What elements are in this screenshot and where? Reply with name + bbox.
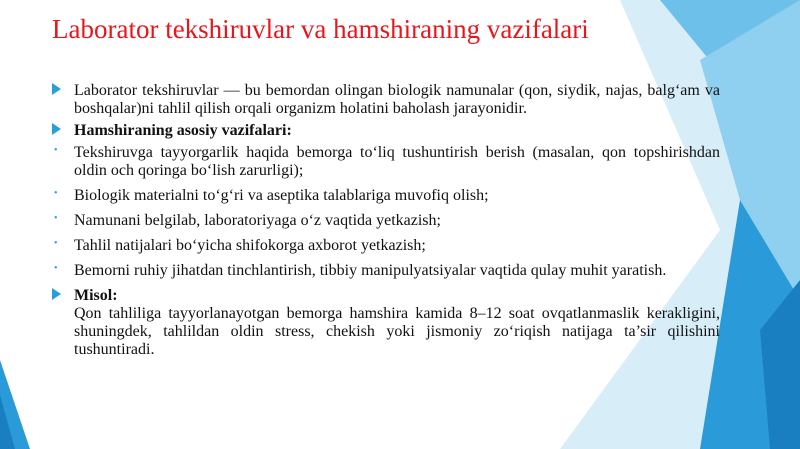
arrow-bullet-icon bbox=[52, 288, 61, 300]
intro-item bbox=[52, 82, 720, 118]
duty-text: Tahlil natijalari bo‘yicha shifokorga axborot yetkazish; bbox=[74, 237, 426, 254]
example-heading: Misol: bbox=[74, 287, 118, 304]
duty-item bbox=[52, 144, 720, 180]
duty-text: Tekshiruvga tayyorgarlik haqida bemorga to‘liq tushuntirish berish (masalan, qon topshirishdan oldin och qoringa bo‘lish zarurligi); bbox=[74, 144, 720, 179]
example-item bbox=[52, 287, 720, 359]
intro-text: Laborator tekshiruvlar — bu bemordan olingan biologik namunalar (qon, siydik, najas, balg‘am va boshqalar)ni tahlil qilish orqali organizm holatini baholash jarayonidir. bbox=[74, 82, 720, 117]
duty-text: Biologik materialni to‘g‘ri va aseptika talablariga muvofiq olish; bbox=[74, 187, 489, 204]
arrow-bullet-icon bbox=[52, 83, 61, 95]
slide-title: Laborator tekshiruvlar va hamshiraning vazifalari bbox=[52, 14, 589, 44]
duty-item bbox=[52, 262, 720, 280]
duty-item bbox=[52, 237, 720, 255]
duty-text: Namunani belgilab, laboratoriyaga o‘z vaqtida yetkazish; bbox=[74, 212, 441, 229]
dot-bullet-icon: • bbox=[54, 213, 58, 224]
duties-heading-item bbox=[52, 122, 720, 140]
dot-bullet-icon: • bbox=[54, 238, 58, 249]
duty-item bbox=[52, 187, 720, 205]
dot-bullet-icon: • bbox=[54, 263, 58, 274]
example-text: Qon tahliliga tayyorlanayotgan bemorga hamshira kamida 8–12 soat ovqatlanmaslik kerakligini, shuningdek, tahlildan oldin stress, chekish yoki jismoniy zo‘riqish natijaga ta’sir qilishini tushuntiradi. bbox=[74, 305, 720, 358]
dot-bullet-icon: • bbox=[54, 145, 58, 156]
arrow-bullet-icon bbox=[52, 123, 61, 135]
duties-heading: Hamshiraning asosiy vazifalari: bbox=[74, 122, 292, 139]
duty-text: Bemorni ruhiy jihatdan tinchlantirish, tibbiy manipulyatsiyalar vaqtida qulay muhit yaratish. bbox=[74, 262, 667, 279]
duty-item bbox=[52, 212, 720, 230]
slide-body bbox=[52, 82, 720, 363]
dot-bullet-icon: • bbox=[54, 188, 58, 199]
